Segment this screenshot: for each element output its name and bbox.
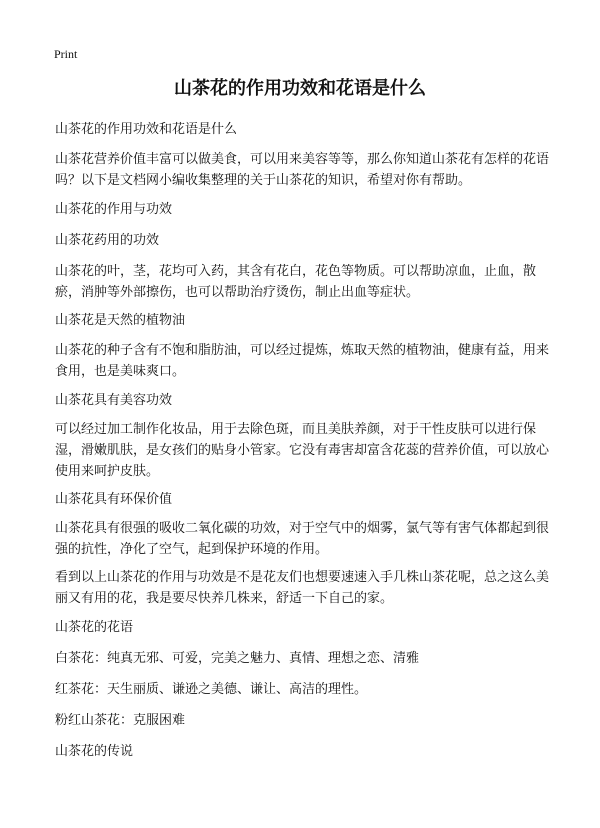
section-heading-flower-language: 山茶花的花语 — [55, 620, 134, 635]
paragraph-intro-heading: 山茶花的作用功效和花语是什么 — [55, 122, 238, 137]
flower-language-white: 白茶花：纯真无邪、可爱，完美之魅力、真情、理想之恋、清雅 — [55, 651, 420, 666]
subsection-heading-oil: 山茶花是天然的植物油 — [55, 313, 186, 328]
paragraph-intro: 山茶花营养价值丰富可以做美食，可以用来美容等等，那么你知道山茶花有怎样的花语吗？以下是文档网小编收集整理的关于山茶花的知识，希望对你有帮助。 — [55, 152, 550, 188]
flower-language-red: 红茶花：天生丽质、谦逊之美德、谦让、高洁的理性。 — [55, 682, 368, 697]
print-label: Print — [54, 47, 78, 61]
paragraph-beauty: 可以经过加工制作化妆品，用于去除色斑，而且美肤养颜，对于干性皮肤可以进行保湿，滑嫩肌肤，是女孩们的贴身小管家。它没有毒害却富含花蕊的营养价值，可以放心使用来呵护皮肤。 — [55, 422, 550, 479]
paragraph-medicinal: 山茶花的叶，茎，花均可入药，其含有花白，花色等物质。可以帮助凉血，止血，散瘀，消肿等外部擦伤，也可以帮助治疗烫伤，制止出血等症状。 — [55, 264, 537, 300]
subsection-heading-beauty: 山茶花具有美容功效 — [55, 393, 173, 408]
paragraph-environment: 山茶花具有很强的吸收二氧化碳的功效，对于空气中的烟雾，氯气等有害气体都起到很强的抗性，净化了空气，起到保护环境的作用。 — [55, 521, 550, 557]
paragraph-summary: 看到以上山茶花的作用与功效是不是花友们也想要速速入手几株山茶花呢，总之这么美丽又有用的花，我是要尽快养几株来，舒适一下自己的家。 — [55, 570, 550, 606]
subsection-heading-environment: 山茶花具有环保价值 — [55, 492, 173, 507]
subsection-heading-medicinal: 山茶花药用的功效 — [55, 233, 160, 248]
section-heading-effects: 山茶花的作用与功效 — [55, 202, 173, 217]
paragraph-oil: 山茶花的种子含有不饱和脂肪油，可以经过提炼，炼取天然的植物油，健康有益，用来食用，也是美味爽口。 — [55, 343, 550, 379]
section-heading-legend: 山茶花的传说 — [55, 744, 134, 759]
document-title: 山茶花的作用功效和花语是什么 — [174, 78, 426, 99]
flower-language-pink: 粉红山茶花：克服困难 — [55, 713, 186, 728]
